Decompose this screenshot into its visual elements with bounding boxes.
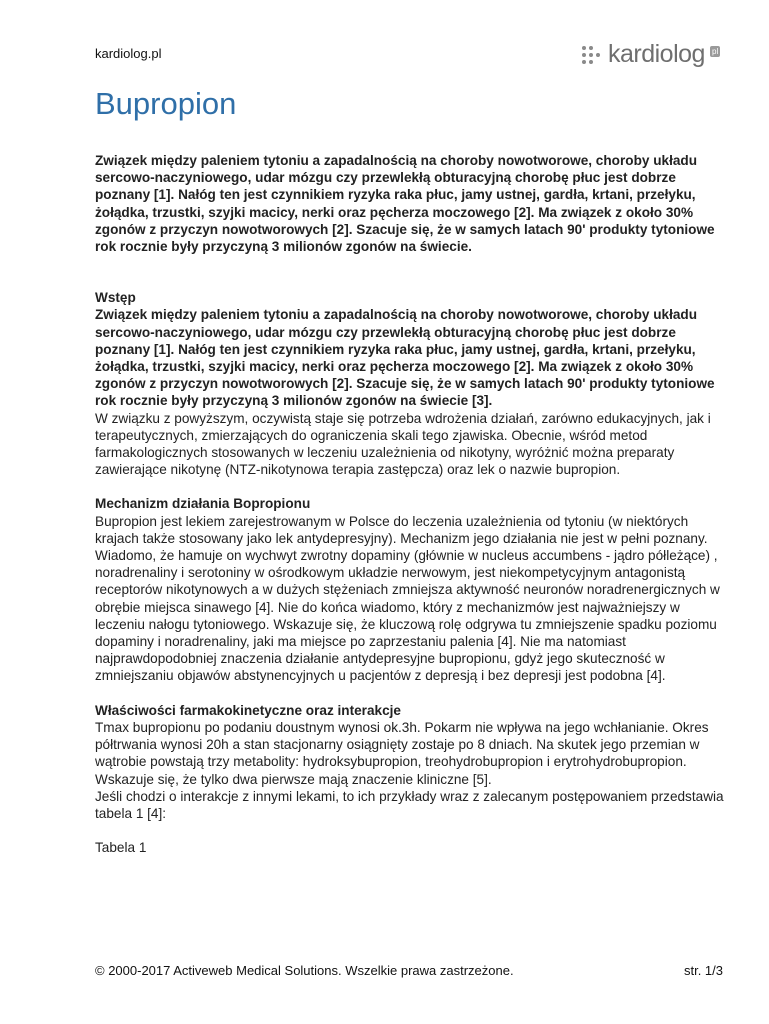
mechanism-paragraph: Bupropion jest lekiem zarejestrowanym w Polsce do leczenia uzależnienia od tytoniu (w niektórych krajach także stosowany jako lek antydepresyjny). Mechanizm jego działania nie jest w pełni poznany. Wiadomo, że hamuje on wychwyt zwrotny dopaminy (głównie w nucleus accumbens - jądro półleżące) , noradrenaliny i serotoniny w ośrodkowym układzie nerwowym, jest niekompetycyjnym antagonistą receptorów nikotynowych a w dużych stężeniach zmniejsza aktywność neuronów noradrenergicznych w obrębie miejsca sinawego [4]. Nie do końca wiadomo, który z mechanizmów jest najważniejszy w leczeniu nałogu tytoniowego. Wskazuje się, że kluczową rolę odgrywa tu zmniejszenie spadku poziomu dopaminy i noradrenaliny, jaki ma miejsce po zaprzestaniu palenia [4]. Nie ma natomiast najprawdopodobniej znaczenia działanie antydepresyjne bupropionu, gdyż jego skuteczność w zmniejszaniu objawów abstynencyjnych u pacjentów z depresją i bez depresji jest podobna [4]. [95, 513, 720, 684]
section-heading-mechanism: Mechanizm działania Bopropionu [95, 496, 311, 512]
section-heading-pharmacokinetics: Właściwości farmakokinetyczne oraz interakcje [95, 702, 401, 718]
logo-dots-icon [582, 46, 604, 66]
section-heading-intro: Wstęp [95, 290, 136, 306]
lead-paragraph: Związek między paleniem tytoniu a zapadalnością na choroby nowotworowe, choroby układu sercowo-naczyniowego, udar mózgu czy przewlekłą obturacyjną chorobę płuc jest dobrze poznany [1]. Nałóg ten jest czynnikiem ryzyka raka płuc, jamy ustnej, gardła, krtani, przełyku, żołądka, trzustki, szyjki macicy, nerki oraz pęcherza moczowego [2]. Ma związek z około 30% zgonów z przyczyn nowotworowych [2]. Szacuje się, że w samych latach 90' produkty tytoniowe rok rocznie były przyczyną 3 milionów zgonów na świecie. [95, 153, 715, 255]
footer-page-number: str. 1/3 [683, 963, 723, 978]
pharmacokinetics-paragraph-2: Jeśli chodzi o interakcje z innymi lekami, to ich przykłady wraz z zalecanym postępowaniem przedstawia tabela 1 [4]: [95, 788, 724, 821]
page-title: Bupropion [95, 86, 237, 121]
logo-wordmark: kardiolog [608, 40, 705, 68]
table-label: Tabela 1 [95, 840, 147, 856]
pharmacokinetics-paragraph-1: Tmax bupropionu po podaniu doustnym wynosi ok.3h. Pokarm nie wpływa na jego wchłanianie. Okres półtrwania wynosi 20h a stan stacjonarny osiągnięty zostaje po 8 dniach. Na skutek jego przemian w wątrobie powstają trzy metabolity: hydroksybupropion, treohydrobupropion i erytrohydrobupropion. Wskazuje się, że tylko dwa pierwsze mają znaczenie kliniczne [5]. [95, 719, 709, 787]
logo-badge: pl [712, 47, 719, 56]
header-site-name: kardiolog.pl [95, 46, 162, 61]
footer-copyright: © 2000-2017 Activeweb Medical Solutions. Wszelkie prawa zastrzeżone. [95, 963, 514, 978]
intro-bold-paragraph: Związek między paleniem tytoniu a zapadalnością na choroby nowotworowe, choroby układu sercowo-naczyniowego, udar mózgu czy przewlekłą obturacyjną chorobę płuc jest dobrze poznany [1]. Nałóg ten jest czynnikiem ryzyka raka płuc, jamy ustnej, gardła, krtani, przełyku, żołądka, trzustki, szyjki macicy, nerki oraz pęcherza moczowego [2]. Ma związek z około 30% zgonów z przyczyn nowotworowych [2]. Szacuje się, że w samych latach 90' produkty tytoniowe rok rocznie były przyczyną 3 milionów zgonów na świecie [3]. [95, 307, 715, 409]
kardiolog-logo[interactable] [582, 42, 722, 72]
intro-paragraph: W związku z powyższym, oczywistą staje się potrzeba wdrożenia działań, zarówno edukacyjnych, jak i terapeutycznych, zmierzających do ograniczenia skali tego zjawiska. Obecnie, wśród metod farmakologicznych stosowanych w leczeniu uzależnienia od nikotyny, wyróżnić można preparaty zawierające nikotynę (NTZ-nikotynowa terapia zastępcza) oraz lek o nazwie bupropion. [95, 410, 711, 478]
article-body [95, 152, 725, 856]
